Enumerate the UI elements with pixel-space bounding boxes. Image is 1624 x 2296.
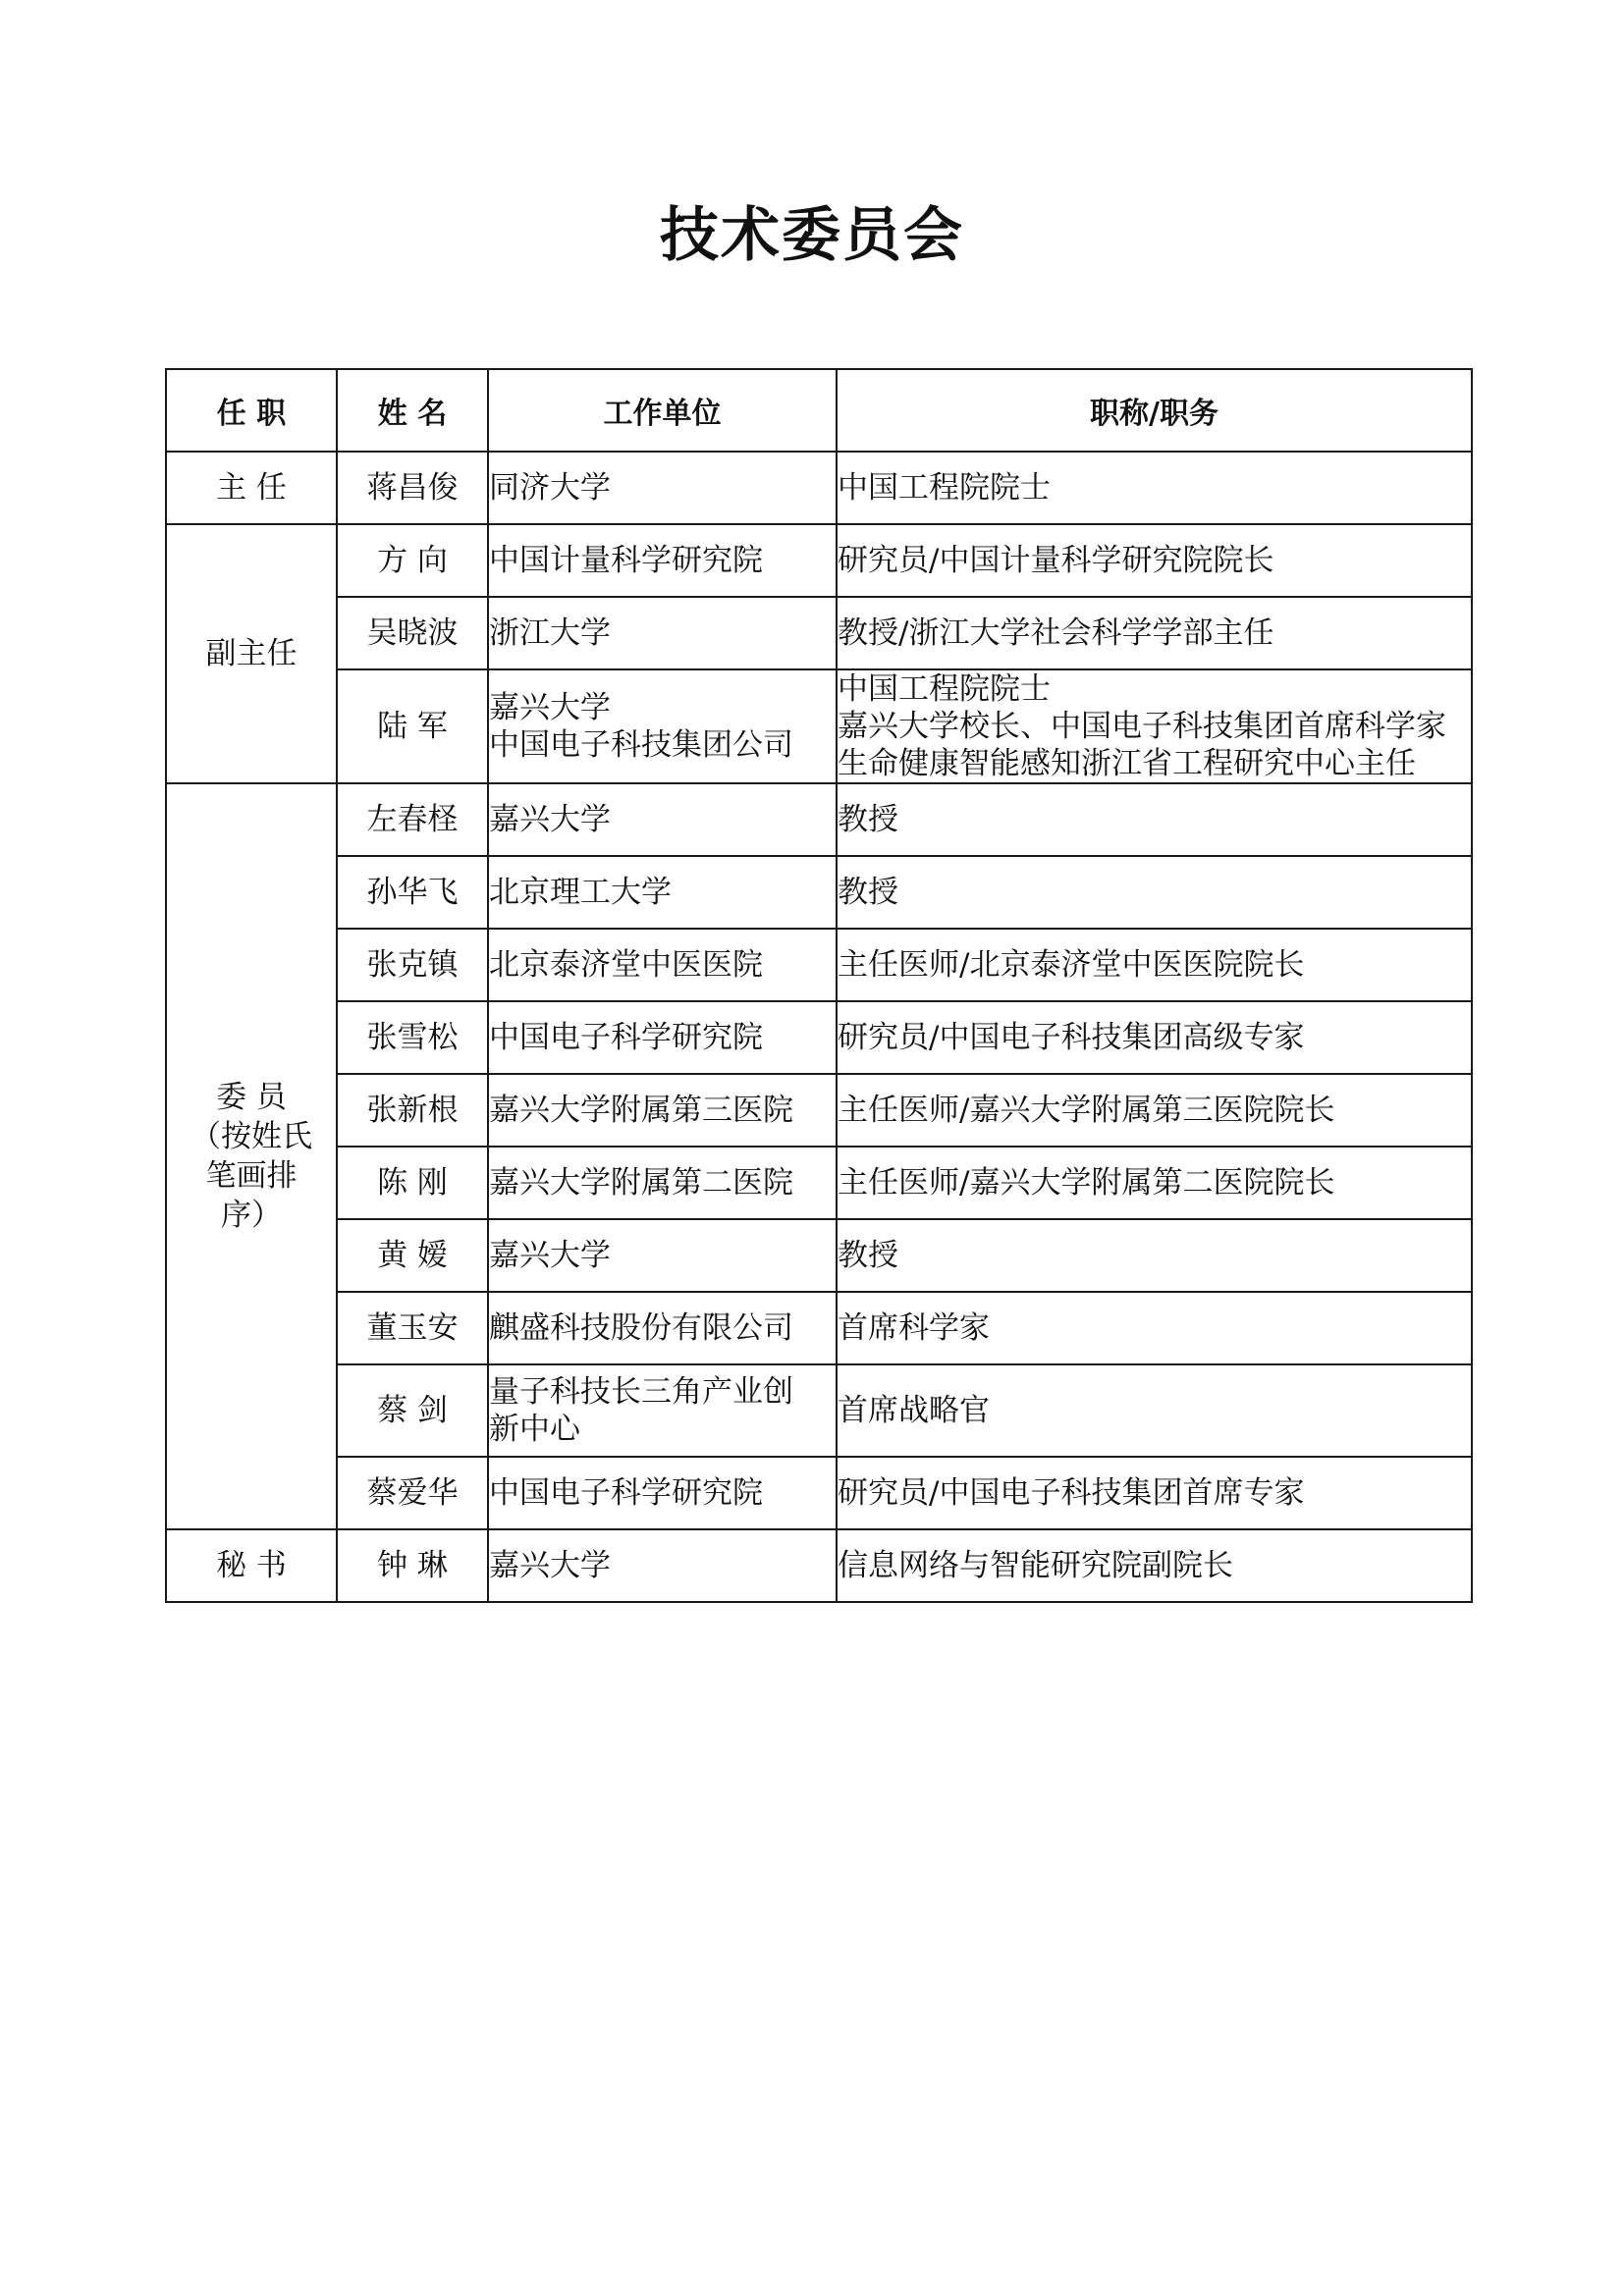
committee-table-body [166, 452, 1472, 1602]
member-name: 左春柽 [337, 783, 488, 856]
page-title: 技术委员会 [660, 201, 964, 270]
table-row [166, 524, 1472, 597]
title-line: 研究员/中国计量科学研究院院长 [838, 543, 1274, 578]
member-title [837, 1292, 1472, 1364]
member-title [837, 669, 1472, 783]
member-unit [488, 452, 837, 524]
unit-line: 麒盛科技股份有限公司 [489, 1310, 793, 1346]
member-name: 蒋昌俊 [337, 452, 488, 524]
unit-line: 北京泰济堂中医医院 [489, 947, 763, 983]
unit-line: 浙江大学 [489, 615, 611, 651]
role-cell [166, 1529, 337, 1602]
role-cell [166, 452, 337, 524]
role-label: 笔画排 [205, 1158, 298, 1194]
member-unit [488, 669, 837, 783]
unit-line: 中国电子科学研究院 [489, 1475, 763, 1511]
member-title [837, 1457, 1472, 1529]
role-label: 主 任 [216, 470, 287, 506]
member-title [837, 783, 1472, 856]
table-row [166, 669, 1472, 783]
unit-line: 嘉兴大学附属第二医院 [489, 1165, 793, 1201]
table-row [166, 1529, 1472, 1602]
member-unit [488, 929, 837, 1001]
title-line: 主任医师/嘉兴大学附属第二医院院长 [838, 1165, 1335, 1201]
table-row [166, 856, 1472, 929]
unit-line: 中国电子科学研究院 [489, 1020, 763, 1055]
unit-line: 新中心 [489, 1412, 580, 1447]
role-label: 委 员 [216, 1080, 287, 1115]
unit-line: 嘉兴大学 [489, 690, 611, 725]
table-header-row [166, 369, 1472, 452]
title-line: 教授 [838, 875, 898, 910]
title-line: 首席战略官 [838, 1393, 990, 1428]
title-line: 研究员/中国电子科技集团首席专家 [838, 1475, 1305, 1511]
member-unit [488, 1074, 837, 1147]
member-name: 方 向 [337, 524, 488, 597]
unit-line: 嘉兴大学 [489, 802, 611, 837]
role-cell [166, 524, 337, 783]
header-role: 任 职 [166, 369, 337, 452]
unit-line: 嘉兴大学附属第三医院 [489, 1093, 793, 1128]
unit-line: 北京理工大学 [489, 875, 672, 910]
member-title [837, 1364, 1472, 1457]
role-label: （按姓氏 [190, 1119, 312, 1154]
table-row [166, 1292, 1472, 1364]
member-name: 陆 军 [337, 669, 488, 783]
unit-line: 嘉兴大学 [489, 1238, 611, 1273]
member-title [837, 1147, 1472, 1219]
title-line: 信息网络与智能研究院副院长 [838, 1548, 1233, 1583]
committee-table [165, 368, 1473, 1603]
member-name: 黄 嫒 [337, 1219, 488, 1292]
header-unit: 工作单位 [488, 369, 837, 452]
member-unit [488, 524, 837, 597]
title-line: 首席科学家 [838, 1310, 990, 1346]
header-name: 姓 名 [337, 369, 488, 452]
table-row [166, 783, 1472, 856]
member-unit [488, 1457, 837, 1529]
member-title [837, 929, 1472, 1001]
title-line: 教授 [838, 1238, 898, 1273]
member-unit [488, 1219, 837, 1292]
member-name: 张克镇 [337, 929, 488, 1001]
title-line: 教授/浙江大学社会科学学部主任 [838, 615, 1274, 651]
member-unit [488, 783, 837, 856]
role-label: 秘 书 [216, 1548, 287, 1583]
role-cell [166, 783, 337, 1529]
member-name: 蔡爱华 [337, 1457, 488, 1529]
table-row [166, 1219, 1472, 1292]
table-row [166, 1364, 1472, 1457]
member-title [837, 1074, 1472, 1147]
member-name: 陈 刚 [337, 1147, 488, 1219]
unit-line: 中国电子科技集团公司 [489, 727, 793, 763]
unit-line: 中国计量科学研究院 [489, 543, 763, 578]
member-unit [488, 1001, 837, 1074]
title-line: 研究员/中国电子科技集团高级专家 [838, 1020, 1305, 1055]
unit-line: 同济大学 [489, 470, 611, 506]
member-unit [488, 1147, 837, 1219]
table-row [166, 597, 1472, 669]
member-title [837, 1001, 1472, 1074]
member-title [837, 856, 1472, 929]
table-row [166, 452, 1472, 524]
header-title: 职称/职务 [837, 369, 1472, 452]
title-line: 嘉兴大学校长、中国电子科技集团首席科学家 [838, 709, 1446, 744]
member-title [837, 524, 1472, 597]
title-line: 中国工程院院士 [838, 470, 1051, 506]
member-name: 蔡 剑 [337, 1364, 488, 1457]
member-title [837, 452, 1472, 524]
member-name: 张雪松 [337, 1001, 488, 1074]
table-row [166, 929, 1472, 1001]
role-label: 序） [221, 1198, 282, 1233]
title-line: 教授 [838, 802, 898, 837]
table-row [166, 1001, 1472, 1074]
table-row [166, 1074, 1472, 1147]
member-unit [488, 856, 837, 929]
member-name: 张新根 [337, 1074, 488, 1147]
title-line: 中国工程院院士 [838, 671, 1051, 707]
table-row [166, 1457, 1472, 1529]
member-name: 董玉安 [337, 1292, 488, 1364]
member-unit [488, 1529, 837, 1602]
member-unit [488, 1364, 837, 1457]
member-title [837, 597, 1472, 669]
title-line: 主任医师/嘉兴大学附属第三医院院长 [838, 1093, 1335, 1128]
role-label: 副主任 [205, 636, 298, 671]
unit-line: 量子科技长三角产业创 [489, 1374, 793, 1410]
unit-line: 嘉兴大学 [489, 1548, 611, 1583]
member-name: 钟 琳 [337, 1529, 488, 1602]
member-title [837, 1529, 1472, 1602]
member-unit [488, 597, 837, 669]
member-name: 孙华飞 [337, 856, 488, 929]
member-unit [488, 1292, 837, 1364]
table-row [166, 1147, 1472, 1219]
title-line: 主任医师/北京泰济堂中医医院院长 [838, 947, 1305, 983]
member-name: 吴晓波 [337, 597, 488, 669]
member-title [837, 1219, 1472, 1292]
title-line: 生命健康智能感知浙江省工程研究中心主任 [838, 746, 1416, 781]
